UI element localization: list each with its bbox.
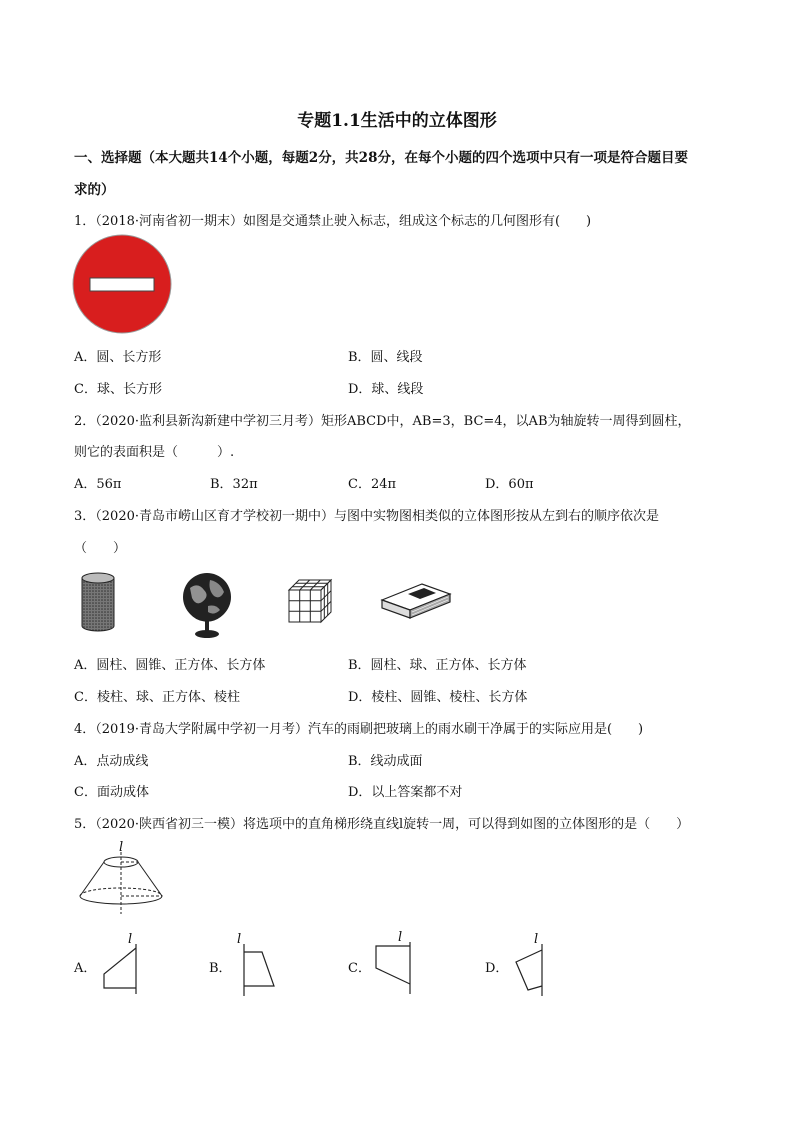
question-4-option-a: A．点动成线 [74,754,149,769]
question-2-option-b: B．32π [210,477,258,492]
question-4-option-c: C．面动成体 [74,785,149,800]
option-d-quadrilateral-figure [508,944,548,996]
cube-object-figure [287,578,333,624]
option-a-axis-label: l [128,932,133,947]
question-2-option-d: D．60π [485,477,534,492]
question-3-option-d: D．棱柱、圆锥、棱柱、长方体 [348,690,528,705]
question-4-option-b: B．线动成面 [348,754,423,769]
option-c-axis-label: l [398,930,403,945]
no-entry-sign-figure [72,234,172,334]
book-object-figure [380,580,452,620]
option-b-axis-label: l [237,932,242,947]
question-3-stem-line1: 3．（2020·青岛市崂山区育才学校初一期中）与图中实物图相类似的立体图形按从左到右的顺序依次是 [74,509,659,524]
question-3-option-b: B．圆柱、球、正方体、长方体 [348,658,527,673]
cylinder-object-figure [80,572,116,632]
page-title: 专题1.1生活中的立体图形 [297,111,497,131]
question-4-option-d: D．以上答案都不对 [348,785,463,800]
question-4-stem: 4．（2019·青岛大学附属中学初一月考）汽车的雨刷把玻璃上的雨水刷干净属于的实际应用是( ) [74,722,644,737]
question-3-option-a: A．圆柱、圆锥、正方体、长方体 [74,658,266,673]
section-header-line2: 求的） [74,182,115,198]
option-a-trapezoid-figure [100,944,140,994]
globe-object-figure [180,570,234,640]
question-2-stem-line2: 则它的表面积是（ ）. [74,445,235,460]
axis-label-l: l [119,840,124,855]
question-2-stem-line1: 2．（2020·监利县新沟新建中学初三月考）矩形ABCD中，AB=3，BC=4，以AB为轴旋转一周得到圆柱， [74,414,691,429]
question-5-option-c: C． [348,961,371,976]
question-1-option-c: C．球、长方形 [74,382,162,397]
option-d-axis-label: l [534,932,539,947]
option-b-trapezoid-figure [240,944,280,996]
question-5-option-a: A． [74,961,97,976]
question-3-option-c: C．棱柱、球、正方体、棱柱 [74,690,240,705]
question-5-option-d: D． [485,961,509,976]
question-1-stem: 1．（2018·河南省初一期末）如图是交通禁止驶入标志，组成这个标志的几何图形有( ) [74,214,592,229]
question-5-stem: 5．（2020·陕西省初三一模）将选项中的直角梯形绕直线l旋转一周，可以得到如图的立体图形的是（ ） [74,817,690,832]
question-1-option-d: D．球、线段 [348,382,424,397]
question-3-stem-line2: （ ） [74,541,127,556]
question-2-option-c: C．24π [348,477,397,492]
question-1-option-b: B．圆、线段 [348,350,423,365]
option-c-trapezoid-figure [370,942,414,994]
section-header-line1: 一、选择题（本大题共14个小题，每题2分，共28分，在每个小题的四个选项中只有一项是符合题目要 [74,150,688,166]
question-2-option-a: A．56π [74,477,122,492]
question-1-option-a: A．圆、长方形 [74,350,162,365]
question-5-option-b: B． [209,961,232,976]
